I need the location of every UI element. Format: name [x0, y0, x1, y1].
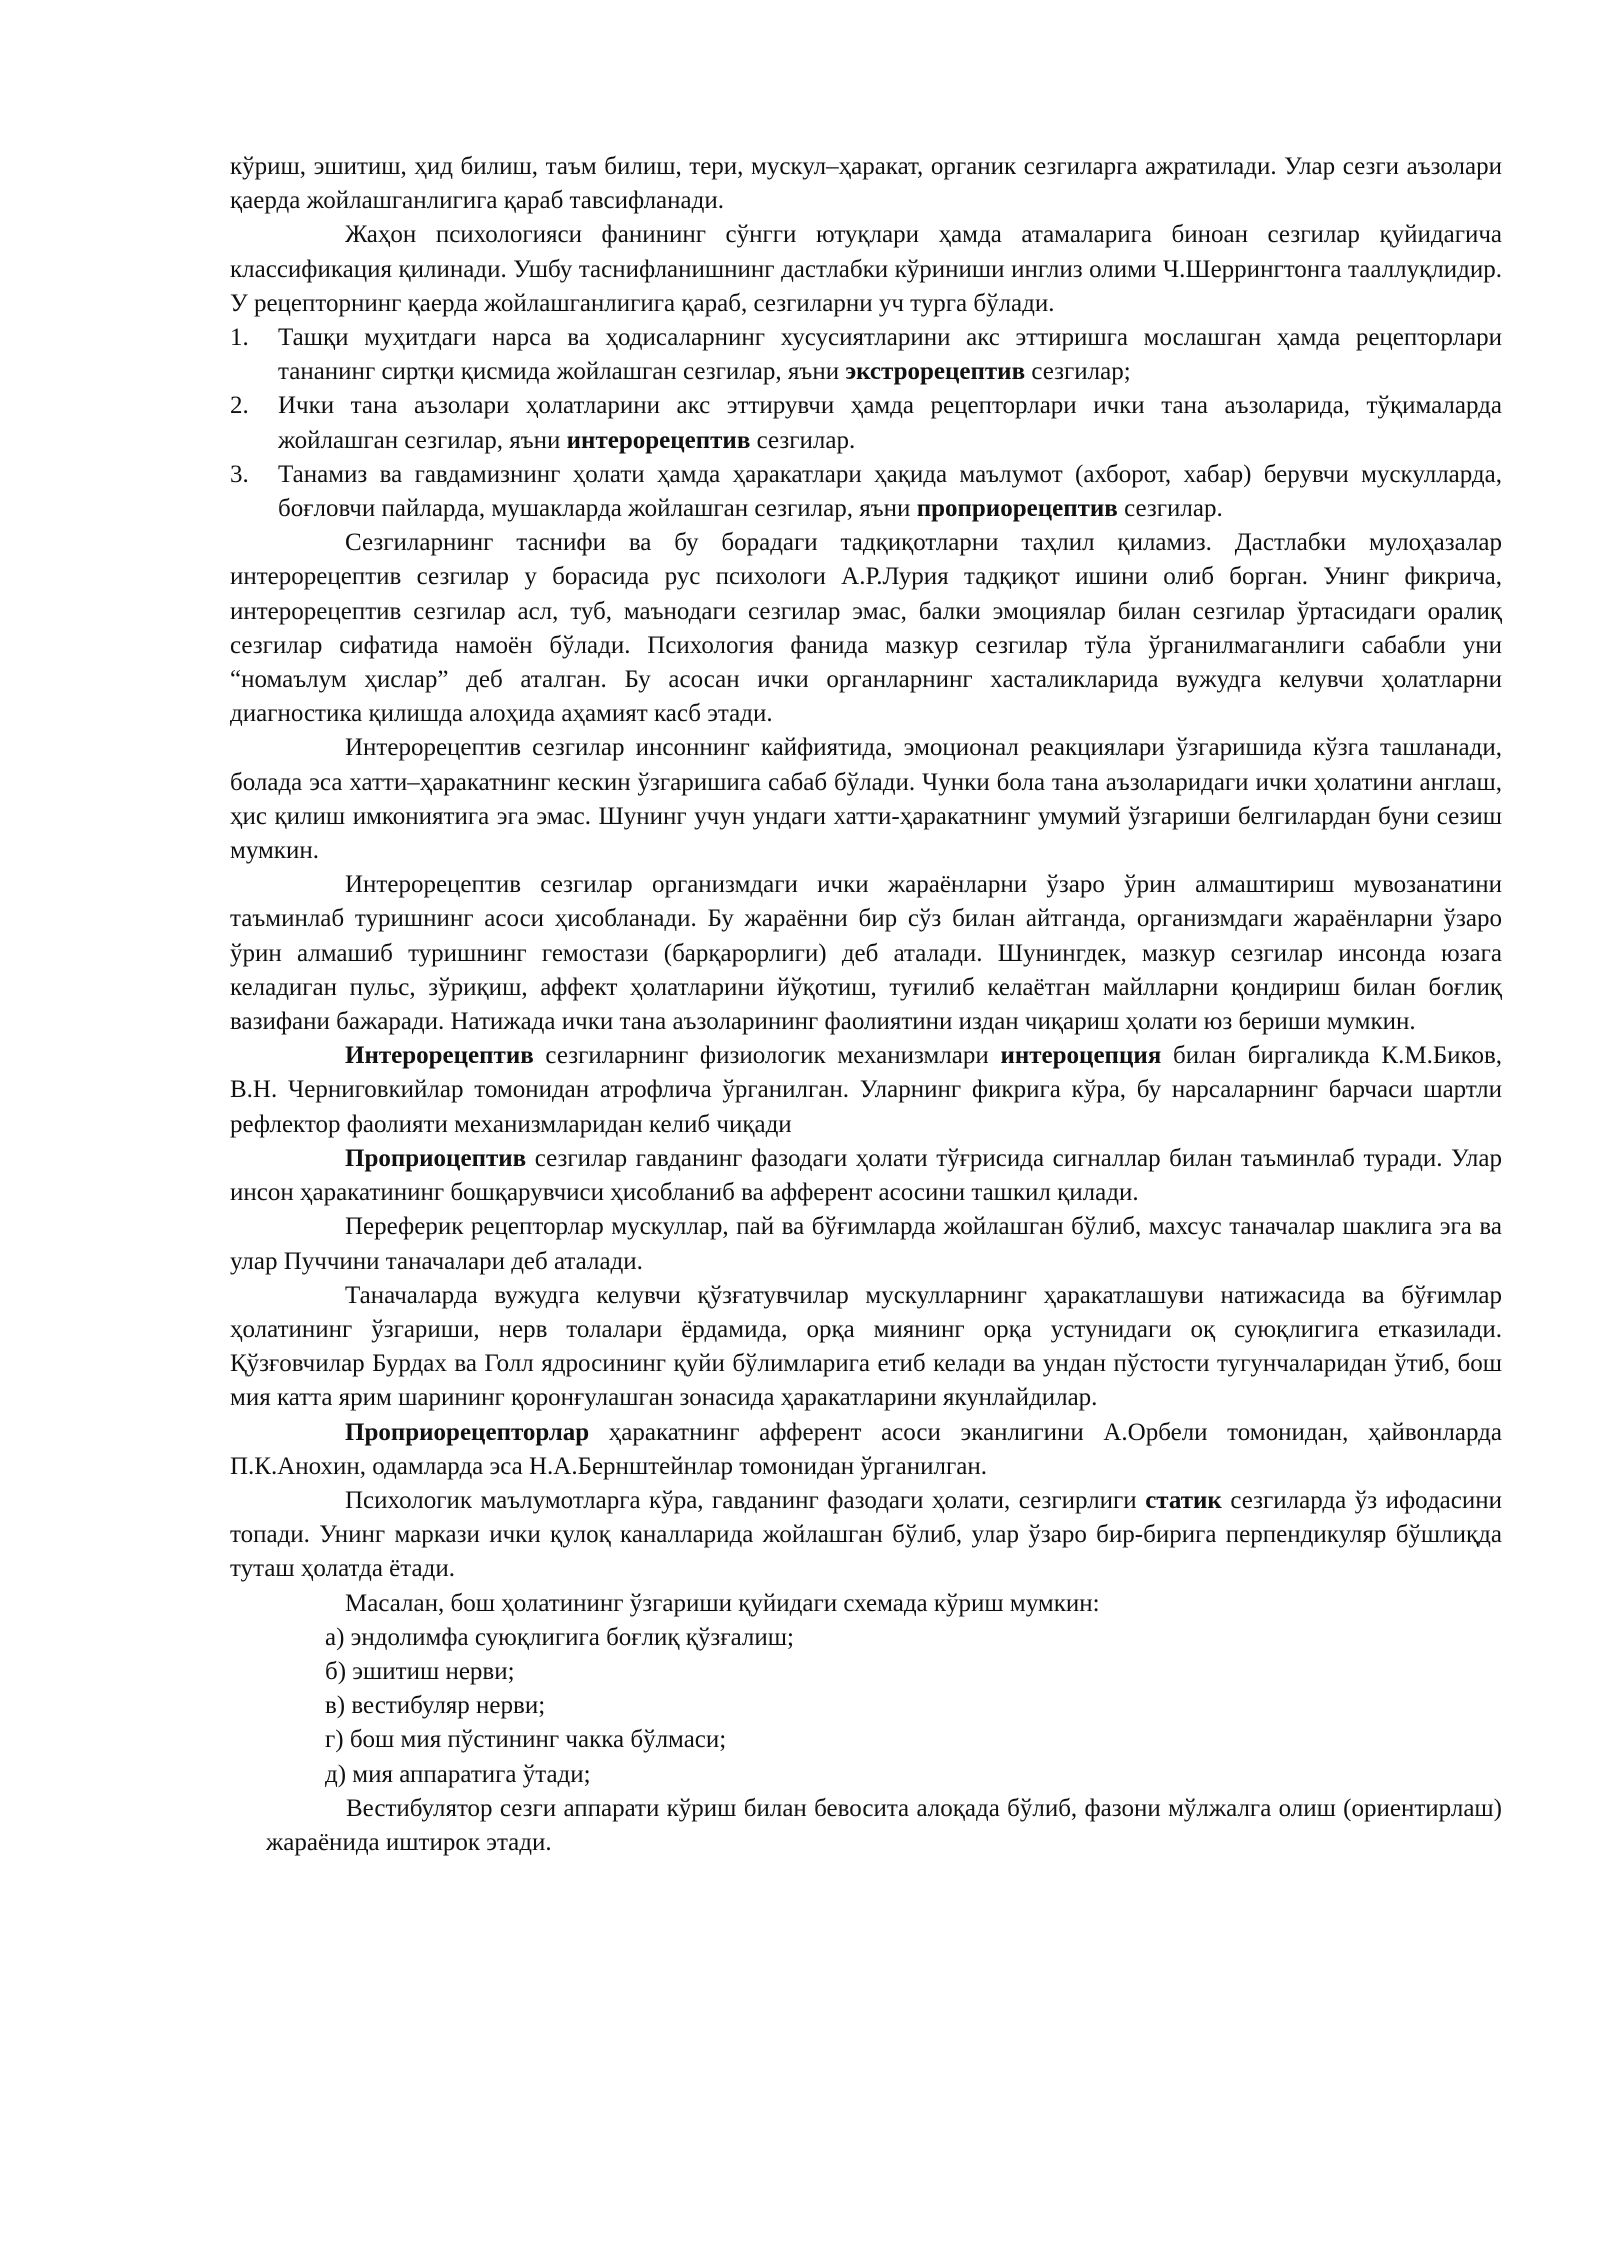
- scheme-item: д) мия аппаратига ўтади;: [325, 1760, 591, 1788]
- paragraph-homeostasis: Интерорецептив сезгилар организмдаги ички жараёнларни ўзаро ўрин алмаштириш мувозанатини таъминлаб туришнинг асоси ҳисобланади. Бу жараённи бир сўз билан айтганда, организмдаги жараёнларни ўзаро ўрин алмашиб туришнинг гемостази (барқарорлиги) деб аталади. Шунингдек, мазкур сезгилар инсонда юзага келадиган пульс, зўриқиш, аффект ҳолатларини йўқотиш, туғилиб келаётган майлларни қондириш билан боғлиқ вазифани бажаради. Натижада ички тана аъзоларининг фаолиятини издан чиқариш ҳолати юз бериши мумкин.: [230, 871, 1502, 1036]
- term-bold: интерорецептив: [566, 426, 751, 454]
- paragraph-static: Психологик маълумотларга кўра, гавданинг фазодаги ҳолати, сезгирлиги статик сезгиларда ўз ифодасини топади. Унинг маркази ички қулоқ каналларида жойлашган бўлиб, улар ўзаро бир-бирига перпендикуляр бўшлиқда туташ ҳолатда ётади.: [230, 1486, 1503, 1583]
- paragraph-classification: Жаҳон психологияси фанининг сўнгги ютуқлари ҳамда атамаларига биноан сезгилар қуйидагича классификация қилинади. Ушбу таснифланишнинг дастлабки кўриниши инглиз олими Ч.Шеррингтонга тааллуқлидир. У рецепторнинг қаерда жойлашганлигига қараб, сезгиларни уч турга бўлади.: [230, 221, 1502, 317]
- scheme-list: [230, 1621, 1502, 1792]
- list-number: 1.: [230, 324, 249, 352]
- numbered-list: [230, 321, 1502, 526]
- document-page: [230, 150, 1502, 1860]
- list-number: 2.: [230, 392, 249, 420]
- paragraph-corpuscles: Таначаларда вужудга келувчи қўзғатувчилар мускулларнинг ҳаракатлашуви натижасида ва бўғимлар ҳолатининг ўзгариши, нерв толалари ёрдамида, орқа миянинг орқа устунидаги оқ суюқлигига етказилади. Қўзғовчилар Бурдах ва Голл ядросининг қуйи бўлимларига етиб келади ва ундан пўстости тугунчаларидан ўтиб, бош мия катта ярим шарининг қоронғулашган зонасида ҳаракатларини якунлайдилар.: [230, 1281, 1502, 1412]
- list-item: 3. Танамиз ва гавдамизнинг ҳолати ҳамда ҳаракатлари ҳақида маълумот (ахборот, хабар) берувчи мускулларда, боғловчи пайларда, мушакларда жойлашган сезгилар, яъни проприорецептив сезгилар.: [230, 458, 1502, 526]
- list-item: 2. Ички тана аъзолари ҳолатларини акс эттирувчи ҳамда рецепторлари ички тана аъзоларида, тўқималарда жойлашган сезгилар, яъни интерорецептив сезгилар.: [230, 389, 1502, 457]
- paragraph-scheme: Масалан, бош ҳолатининг ўзгариши қуйидаги схемада кўриш мумкин:: [345, 1589, 1100, 1617]
- paragraph-peripheral: Переферик рецепторлар мускуллар, пай ва бўғимларда жойлашган бўлиб, махсус таначалар шаклига эга ва улар Пуччини таначалари деб аталади.: [230, 1213, 1502, 1275]
- paragraph-proprioceptive: Проприоцептив сезгилар гавданинг фазодаги ҳолати тўғрисида сигналлар билан таъминлаб туради. Улар инсон ҳаракатининг бошқарувчиси ҳисобланиб ва афферент асосини ташкил қилади.: [230, 1144, 1502, 1207]
- term-bold: экстрорецептив: [845, 358, 1026, 386]
- term-bold: проприорецептив: [916, 495, 1118, 523]
- scheme-item: б) эшитиш нерви;: [325, 1657, 515, 1685]
- paragraph-interoception: Интерорецептив сезгиларнинг физиологик механизмлари интероцепция билан биргаликда К.М.Биков, В.Н. Черниговкийлар томонидан атрофлича ўрганилган. Уларнинг фикрига кўра, бу нарсаларнинг барчаси шартли рефлектор фаолияти механизмларидан келиб чиқади: [230, 1042, 1502, 1138]
- list-item: 1. Ташқи муҳитдаги нарса ва ҳодисаларнинг хусусиятларини акс эттиришга мослашган ҳамда рецепторлари тананинг сиртқи қисмида жойлашган сезгилар, яъни экстрорецептив сезгилар;: [230, 321, 1502, 389]
- scheme-item: в) вестибуляр нерви;: [325, 1692, 546, 1720]
- scheme-item: а) эндолимфа суюқлигига боғлиқ қўзғалиш;: [325, 1623, 794, 1651]
- paragraph-mood: Интерорецептив сезгилар инсоннинг кайфиятида, эмоционал реакциялари ўзгаришида кўзга ташланади, болада эса хатти–ҳаракатнинг кескин ўзгаришига сабаб бўлади. Чунки бола тана аъзоларидаги ички ҳолатини англаш, ҳис қилиш имкониятига эга эмас. Шунинг учун ундаги хатти-ҳаракатнинг умумий ўзгариши белгилардан буни сезиш мумкин.: [230, 734, 1502, 865]
- scheme-item: г) бош мия пўстининг чакка бўлмаси;: [325, 1726, 727, 1754]
- list-number: 3.: [230, 460, 249, 488]
- paragraph-vestibular: Вестибулятор сезги аппарати кўриш билан бевосита алоқада бўлиб, фазони мўлжалга олиш (ориентирлаш) жараёнида иштирок этади.: [266, 1794, 1502, 1856]
- paragraph-luria: Сезгиларнинг таснифи ва бу борадаги тадқиқотларни таҳлил қиламиз. Дастлабки мулоҳазалар интерорецептив сезгилар у борасида рус психологи А.Р.Лурия тадқиқот ишини олиб борган. Унинг фикрича, интерорецептив сезгилар асл, туб, маънодаги сезгилар эмас, балки эмоциялар билан сезгилар ўртасидаги оралиқ сезгилар сифатида намоён бўлади. Психология фанида мазкур сезгилар тўла ўрганилмаганлиги сабабли уни “номаълум ҳислар” деб аталган. Бу асосан ички органларнинг хасталикларида вужудга келувчи ҳолатларни диагностика қилишда алоҳида аҳамият касб этади.: [230, 529, 1502, 728]
- paragraph-proprioceptors: Проприорецепторлар ҳаракатнинг афферент асоси эканлигини А.Орбели томонидан, ҳайвонларда П.К.Анохин, одамларда эса Н.А.Бернштейнлар томонидан ўрганилган.: [230, 1418, 1502, 1480]
- paragraph-intro: кўриш, эшитиш, ҳид билиш, таъм билиш, тери, мускул–ҳаракат, органик сезгиларга ажратилади. Улар сезги аъзолари қаерда жойлашганлигига қараб тавсифланади.: [230, 153, 1502, 215]
